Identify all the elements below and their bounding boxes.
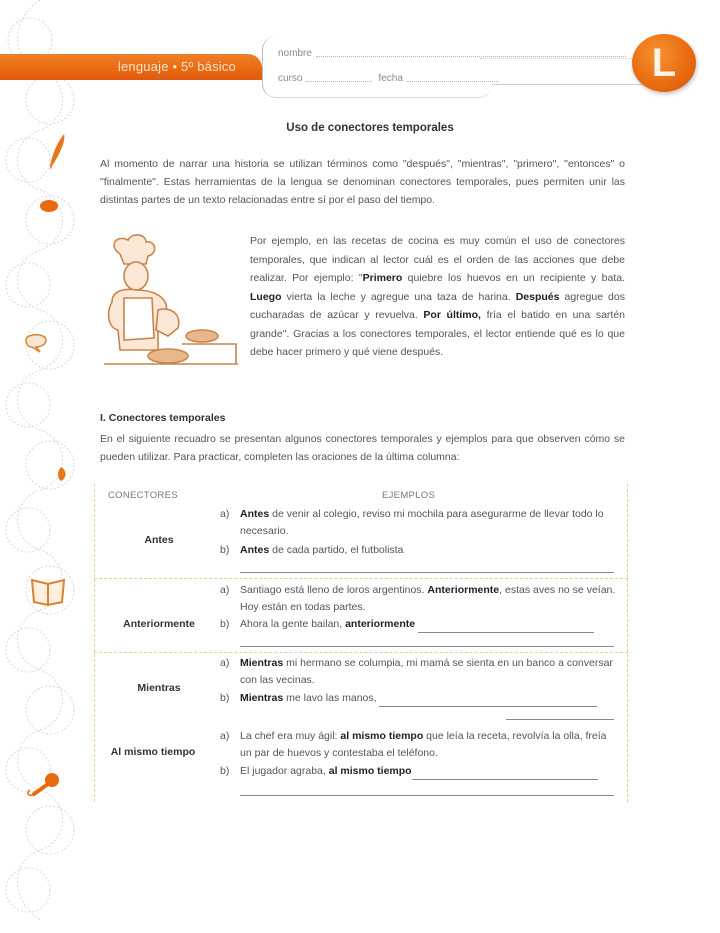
row-divider: [94, 652, 628, 653]
curso-label: curso: [278, 73, 303, 84]
feather-pen-icon: [46, 132, 68, 172]
sentence: me lavo las manos,: [283, 692, 377, 704]
connector-word: Mientras: [240, 692, 284, 704]
answer-blank[interactable]: [379, 695, 597, 707]
curso-fecha-row: [278, 73, 499, 84]
example-row: [220, 763, 620, 780]
sentence: Santiago está lleno de loros argentinos.: [240, 584, 428, 596]
example-row: [220, 655, 620, 689]
speech-bubble-icon: [22, 330, 50, 354]
leaf-icon: [52, 465, 70, 485]
open-book-icon: [28, 574, 68, 608]
example-text: [240, 655, 620, 689]
example-text: vierta la leche y agregue una taza de harina.: [281, 290, 516, 303]
example-text: [240, 763, 598, 780]
nombre-label: nombre: [278, 48, 312, 59]
sentence: mi hermano se columpia, mi mamá se sienta en un banco a conversar con las vecinas.: [240, 657, 613, 686]
nombre-field[interactable]: [278, 48, 626, 59]
connector-mientras: Mientras: [137, 682, 181, 694]
example-label: b): [220, 618, 230, 630]
connector-highlight: Luego: [250, 290, 282, 303]
example-label: a): [220, 584, 230, 596]
subject-label: lenguaje • 5º básico: [117, 59, 236, 74]
row-divider: [94, 578, 628, 579]
example-label: b): [220, 765, 230, 777]
nombre-line[interactable]: [316, 56, 626, 57]
curso-line[interactable]: [306, 81, 372, 82]
connector-highlight: Primero: [362, 272, 403, 284]
sentence: , estas aves no se veían. Hoy están en todas partes.: [240, 584, 616, 613]
example-label: a): [220, 508, 230, 520]
connector-al-mismo-tiempo: Al mismo tiempo: [110, 746, 196, 758]
sentence: de venir al colegio, reviso mi mochila para asegurarme de llevar todo lo necesario.: [240, 508, 604, 537]
example-label: a): [220, 657, 230, 669]
connector-word: Antes: [240, 508, 270, 520]
answer-line[interactable]: [240, 572, 614, 573]
subject-band: [0, 54, 262, 80]
connector-word: Mientras: [240, 657, 284, 669]
microphone-icon: [22, 770, 62, 804]
connector-anteriormente: Anteriormente: [123, 618, 195, 630]
answer-blank[interactable]: [418, 621, 594, 633]
section-instructions: En el siguiente recuadro se presentan algunos conectores temporales y ejemplos para que observen cómo se pueden utilizar. Para practicar, completen las oraciones de la última columna:: [100, 433, 625, 463]
intro-paragraph: Al momento de narrar una historia se utilizan términos como "después", "mientras", "primero", "entonces" o "finalmente". Estas herramientas de la lengua se denominan conectores temporales, pues permiten unir las distintas partes de un texto relacionadas entre sí por el paso del tiempo.: [100, 158, 625, 206]
example-row: [220, 542, 620, 559]
example-text: [240, 542, 403, 559]
connector-word: al mismo tiempo: [328, 765, 412, 777]
example-text: fría el batido en una sartén grande". Gracias a los conectores temporales, el lector entiende qué es lo que debe hacer primero y qué viene después.: [250, 309, 625, 358]
example-text: [240, 582, 620, 616]
chef-illustration: [98, 232, 243, 372]
subject-letter-badge: L: [632, 34, 696, 92]
ink-drop-icon: [38, 198, 60, 214]
connector-antes: Antes: [144, 534, 174, 546]
sentence: El jugador agraba,: [240, 765, 329, 777]
example-text: [240, 690, 597, 707]
example-row: [220, 582, 620, 616]
example-label: a): [220, 730, 230, 742]
answer-line[interactable]: [506, 719, 614, 720]
example-row: [220, 728, 620, 762]
connector-highlight: Por último,: [423, 309, 481, 321]
connector-word: anteriormente: [345, 618, 416, 630]
example-text: [240, 728, 620, 762]
sentence: que leía la receta, revolvía la olla, freía un par de huevos y contestaba el teléfono.: [240, 730, 607, 759]
example-label: b): [220, 692, 230, 704]
answer-line[interactable]: [240, 646, 614, 647]
answer-line[interactable]: [240, 795, 614, 796]
fecha-line[interactable]: [407, 81, 499, 82]
answer-blank[interactable]: [412, 768, 598, 780]
example-text: [240, 616, 594, 633]
sentence: de cada partido, el futbolista: [269, 544, 404, 556]
example-text: agregue dos cucharadas de azúcar y revuelva.: [250, 290, 625, 321]
example-text: quiebre los huevos en un recipiente y bata.: [402, 272, 625, 284]
example-text: Por ejemplo, en las recetas de cocina es muy común el uso de conectores temporales, que indican al lector cuál es el orden de las acciones que debe realizar. Por ejemplo: ": [250, 235, 625, 284]
header-examples: EJEMPLOS: [382, 490, 436, 501]
sentence: La chef era muy ágil:: [240, 730, 341, 742]
example-text: [240, 506, 620, 540]
header-connectors: CONECTORES: [108, 490, 178, 501]
sentence: Ahora la gente bailan,: [240, 618, 346, 630]
page-title: Uso de conectores temporales: [286, 122, 454, 134]
example-row: [220, 690, 620, 707]
example-paragraph: [250, 232, 625, 362]
connector-word: Antes: [240, 544, 270, 556]
connector-highlight: Después: [515, 290, 560, 303]
connector-word: Anteriormente: [427, 584, 500, 596]
example-label: b): [220, 544, 230, 556]
header-divider: [492, 84, 642, 85]
student-info-box: [262, 36, 492, 98]
connector-word: al mismo tiempo: [340, 730, 424, 742]
example-row: [220, 616, 620, 633]
example-row: [220, 506, 620, 540]
fecha-label: fecha: [378, 73, 403, 84]
section-title: I. Conectores temporales: [100, 412, 226, 424]
